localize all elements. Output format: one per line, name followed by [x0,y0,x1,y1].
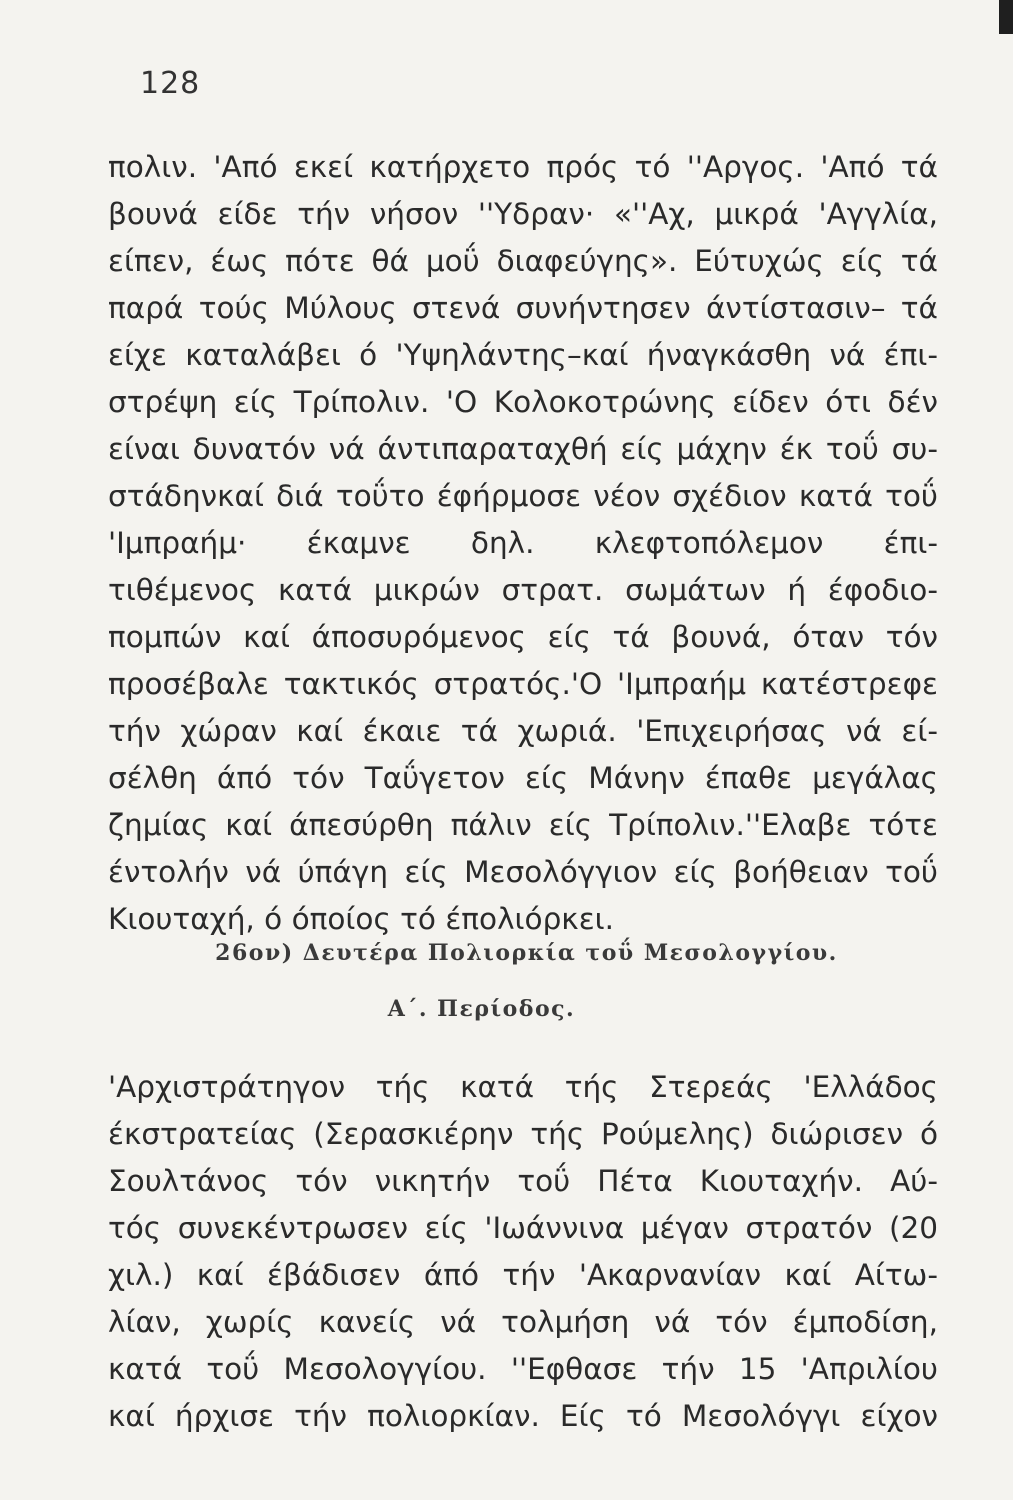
text-line: έκστρατείας (Σερασκιέρην τής Ρούμελης) διώρισεν ό [108,1117,938,1151]
text-line: έντολήν νά ύπάγη είς Μεσολόγγιον είς βοήθειαν τοΰ [108,855,938,889]
text-line: τήν χώραν καί έκαιε τά χωριά. 'Επιχειρήσας νά εί- [108,714,938,748]
text-line: είναι δυνατόν νά άντιπαραταχθή είς μάχην έκ τοΰ συ- [108,432,938,466]
text-line: λίαν, χωρίς κανείς νά τολμήση νά τόν έμποδίση, [108,1305,938,1339]
scan-edge-mark [999,0,1013,34]
text-line: καί ήρχισε τήν πολιορκίαν. Είς τό Μεσολόγγι είχον [108,1399,938,1433]
text-line: τός συνεκέντρωσεν είς 'Ιωάννινα μέγαν στρατόν (20 [108,1211,938,1245]
text-line: 'Αρχιστράτηγον τής κατά τής Στερεάς 'Ελλάδος [108,1070,938,1104]
text-line: πολιν. 'Από εκεί κατήρχετο πρός τό ''Αργος. 'Από τά [108,150,938,184]
text-line: πομπών καί άποσυρόμενος είς τά βουνά, όταν τόν [108,620,938,654]
section-heading: 26ον) Δευτέρα Πολιορκία τοΰ Μεσολογγίου. [215,940,838,966]
paragraph-1 [108,144,938,943]
text-line: Κιουταχή, ό όποίος τό έπολιόρκει. [108,902,614,936]
text-line: στρέψη είς Τρίπολιν. 'Ο Κολοκοτρώνης είδεν ότι δέν [108,385,938,419]
text-line: ζημίας καί άπεσύρθη πάλιν είς Τρίπολιν.''Ελαβε τότε [108,808,938,842]
text-line: είχε καταλάβει ό 'Υψηλάντης–καί ήναγκάσθη νά έπι- [108,338,938,372]
text-line: προσέβαλε τακτικός στρατός.'Ο 'Ιμπραήμ κατέστρεφε [108,667,938,701]
text-line: τιθέμενος κατά μικρών στρατ. σωμάτων ή έφοδιο- [108,573,938,607]
text-line: χιλ.) καί έβάδισεν άπό τήν 'Ακαρνανίαν καί Αίτω- [108,1258,938,1292]
text-line: σέλθη άπό τόν Ταΰγετον είς Μάνην έπαθε μεγάλας [108,761,938,795]
page-number: 128 [140,66,201,101]
paragraph-2 [108,1064,938,1440]
section-subheading: Α΄. Περίοδος. [387,996,576,1022]
text-line: 'Ιμπραήμ· έκαμνε δηλ. κλεφτοπόλεμον έπι- [108,526,938,560]
text-line: παρά τούς Μύλους στενά συνήντησεν άντίστασιν– τά [108,291,938,325]
text-line: βουνά είδε τήν νήσον ''Υδραν· «''Αχ, μικρά 'Αγγλία, [108,197,938,231]
text-line: Σουλτάνος τόν νικητήν τοΰ Πέτα Κιουταχήν. Αύ- [108,1164,938,1198]
text-line: στάδηνκαί διά τοΰτο έφήρμοσε νέον σχέδιον κατά τοΰ [108,479,938,513]
text-line: κατά τοΰ Μεσολογγίου. ''Εφθασε τήν 15 'Απριλίου [108,1352,938,1386]
text-line: είπεν, έως πότε θά μοΰ διαφεύγης». Εύτυχώς είς τά [108,244,938,278]
